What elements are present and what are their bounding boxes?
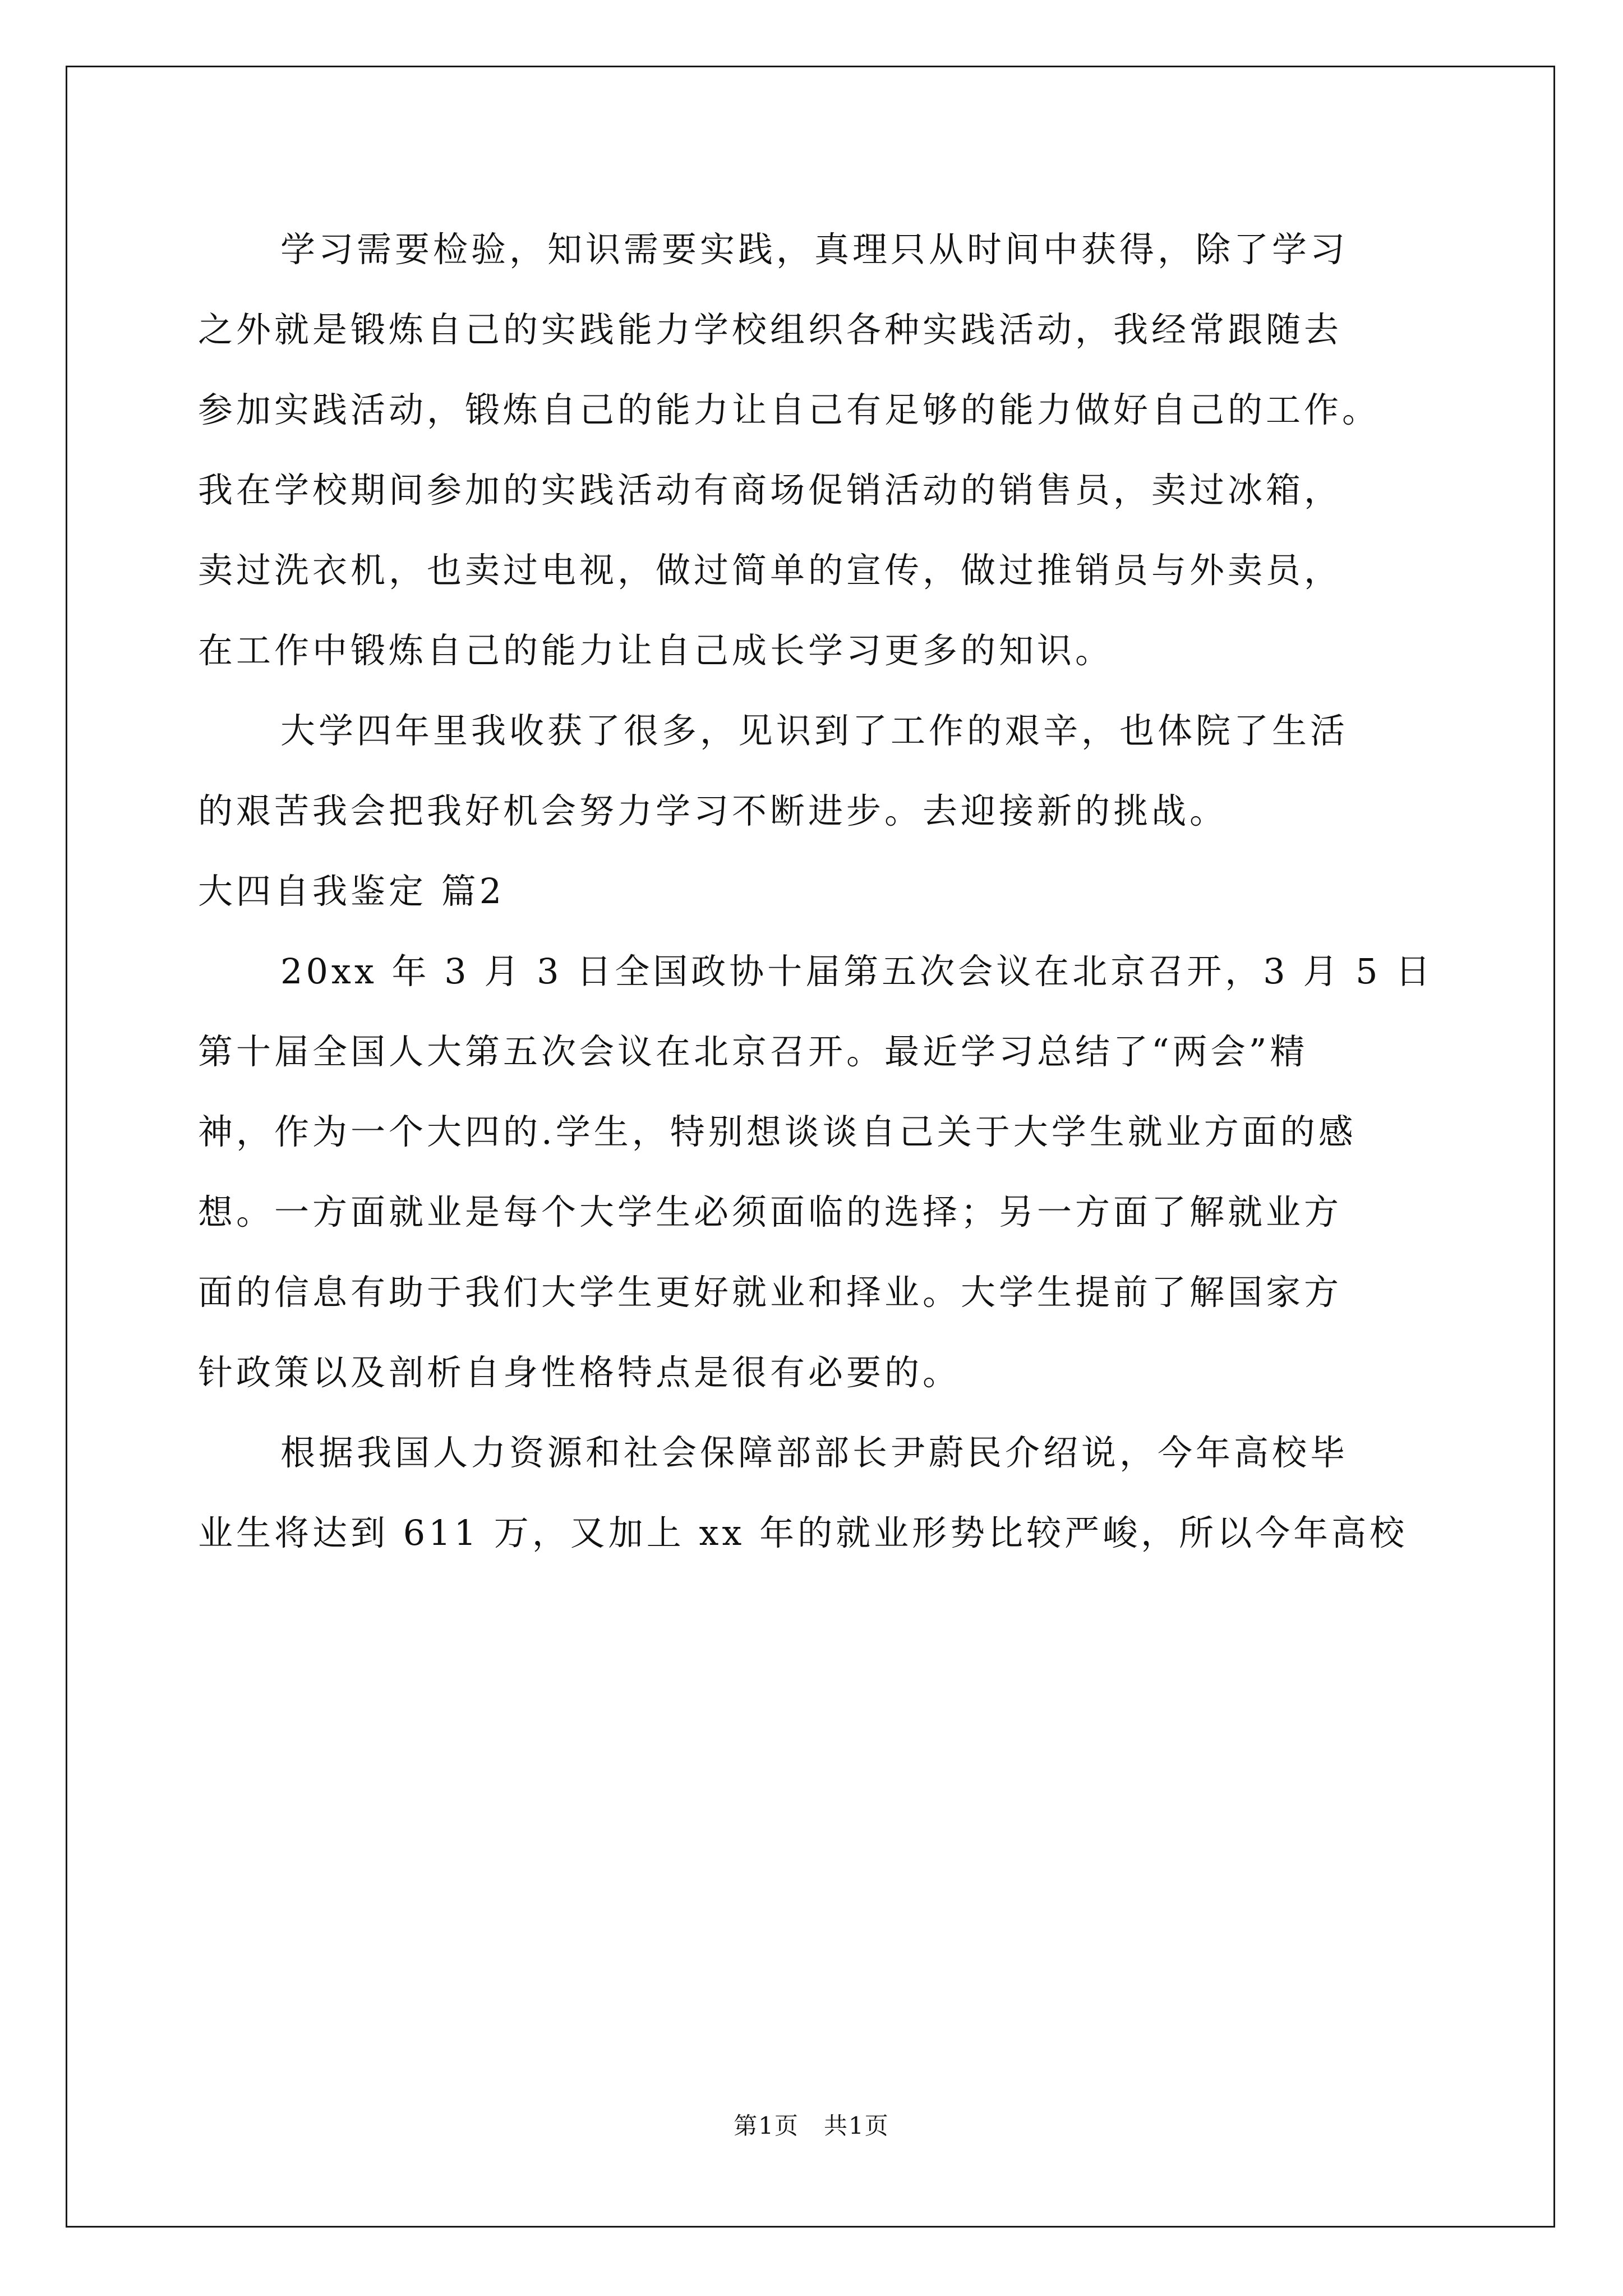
paragraph-line: 在工作中锻炼自己的能力让自己成长学习更多的知识。 — [198, 630, 1114, 671]
paragraph-line: 卖过洗衣机，也卖过电视，做过简单的宣传，做过推销员与外卖员， — [198, 550, 1343, 591]
page-footer: 第1页 共1页 — [734, 2112, 889, 2139]
paragraph-line: 我在学校期间参加的实践活动有商场促销活动的销售员，卖过冰箱， — [198, 470, 1343, 510]
paragraph-line: 大学四年里我收获了很多，见识到了工作的艰辛，也体院了生活 — [280, 710, 1349, 751]
paragraph-line: 第十届全国人大第五次会议在北京召开。最近学习总结了“两会”精 — [198, 1031, 1308, 1072]
paragraph-line: 业生将达到 611 万，又加上 xx 年的就业形势比较严峻，所以今年高校 — [198, 1512, 1408, 1553]
paragraph-line: 之外就是锻炼自己的实践能力学校组织各种实践活动，我经常跟随去 — [198, 309, 1343, 350]
paragraph-line: 学习需要检验，知识需要实践，真理只从时间中获得，除了学习 — [280, 229, 1349, 270]
paragraph-line: 的艰苦我会把我好机会努力学习不断进步。去迎接新的挑战。 — [198, 790, 1228, 831]
paragraph-line: 神，作为一个大四的.学生，特别想谈谈自己关于大学生就业方面的感 — [198, 1111, 1357, 1152]
paragraph-line: 根据我国人力资源和社会保障部部长尹蔚民介绍说，今年高校毕 — [280, 1432, 1349, 1473]
section-heading: 大四自我鉴定 篇2 — [198, 871, 505, 912]
paragraph-line: 针政策以及剖析自身性格特点是很有必要的。 — [198, 1352, 961, 1393]
paragraph-line: 20xx 年 3 月 3 日全国政协十届第五次会议在北京召开，3 月 5 日 — [280, 951, 1434, 992]
paragraph-line: 面的信息有助于我们大学生更好就业和择业。大学生提前了解国家方 — [198, 1272, 1343, 1313]
paragraph-line: 参加实践活动，锻炼自己的能力让自己有足够的能力做好自己的工作。 — [198, 389, 1381, 430]
paragraph-line: 想。一方面就业是每个大学生必须面临的选择；另一方面了解就业方 — [198, 1191, 1343, 1232]
